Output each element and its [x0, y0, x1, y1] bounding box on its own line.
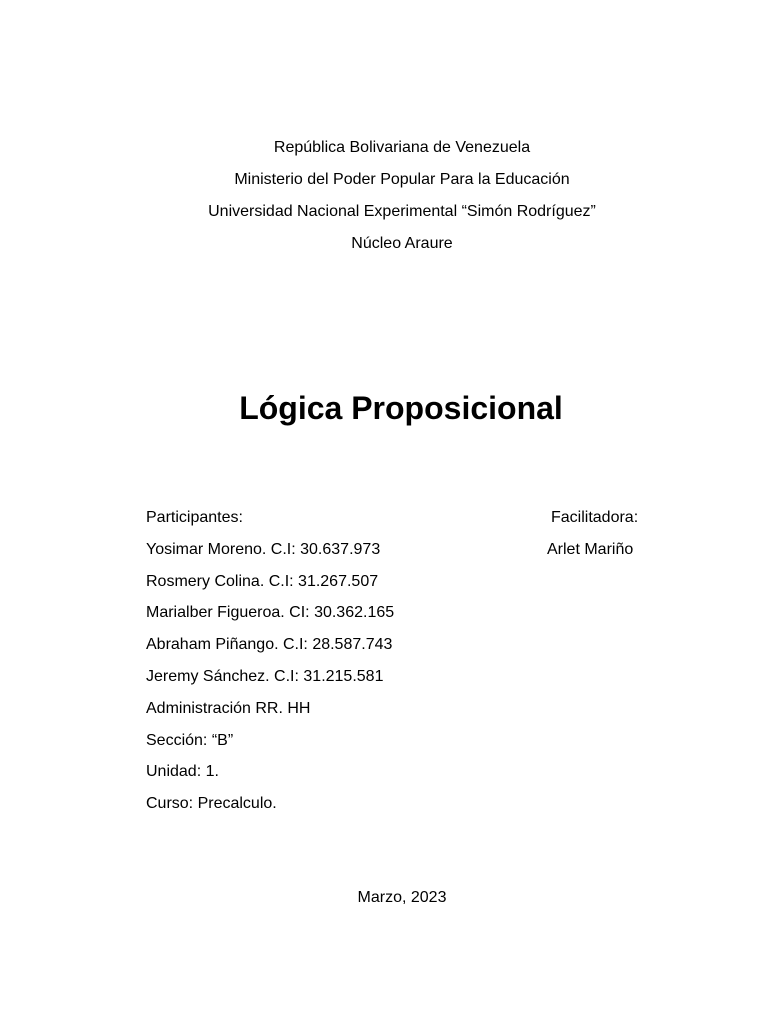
- header-ministry: Ministerio del Poder Popular Para la Educación: [234, 171, 570, 188]
- program-line: Administración RR. HH: [146, 700, 311, 717]
- unit-line: Unidad: 1.: [146, 763, 219, 780]
- document-title: Lógica Proposicional: [239, 390, 563, 426]
- facilitator-name: Arlet Mariño: [547, 541, 634, 558]
- document-date: Marzo, 2023: [357, 889, 447, 906]
- participants-label: Participantes:: [146, 509, 243, 526]
- header-republic: República Bolivariana de Venezuela: [273, 139, 531, 156]
- facilitator-label: Facilitadora:: [551, 509, 639, 526]
- course-line: Curso: Precalculo.: [146, 795, 277, 812]
- section-line: Sección: “B”: [146, 732, 234, 749]
- participant-4: Abraham Piñango. C.I: 28.587.743: [146, 636, 393, 653]
- participant-5: Jeremy Sánchez. C.I: 31.215.581: [146, 668, 384, 685]
- header-campus: Núcleo Araure: [351, 235, 453, 252]
- participant-2: Rosmery Colina. C.I: 31.267.507: [146, 573, 379, 590]
- header-university: Universidad Nacional Experimental “Simón Rodríguez”: [208, 203, 596, 220]
- participant-1: Yosimar Moreno. C.I: 30.637.973: [146, 541, 381, 558]
- participant-3: Marialber Figueroa. CI: 30.362.165: [146, 604, 395, 621]
